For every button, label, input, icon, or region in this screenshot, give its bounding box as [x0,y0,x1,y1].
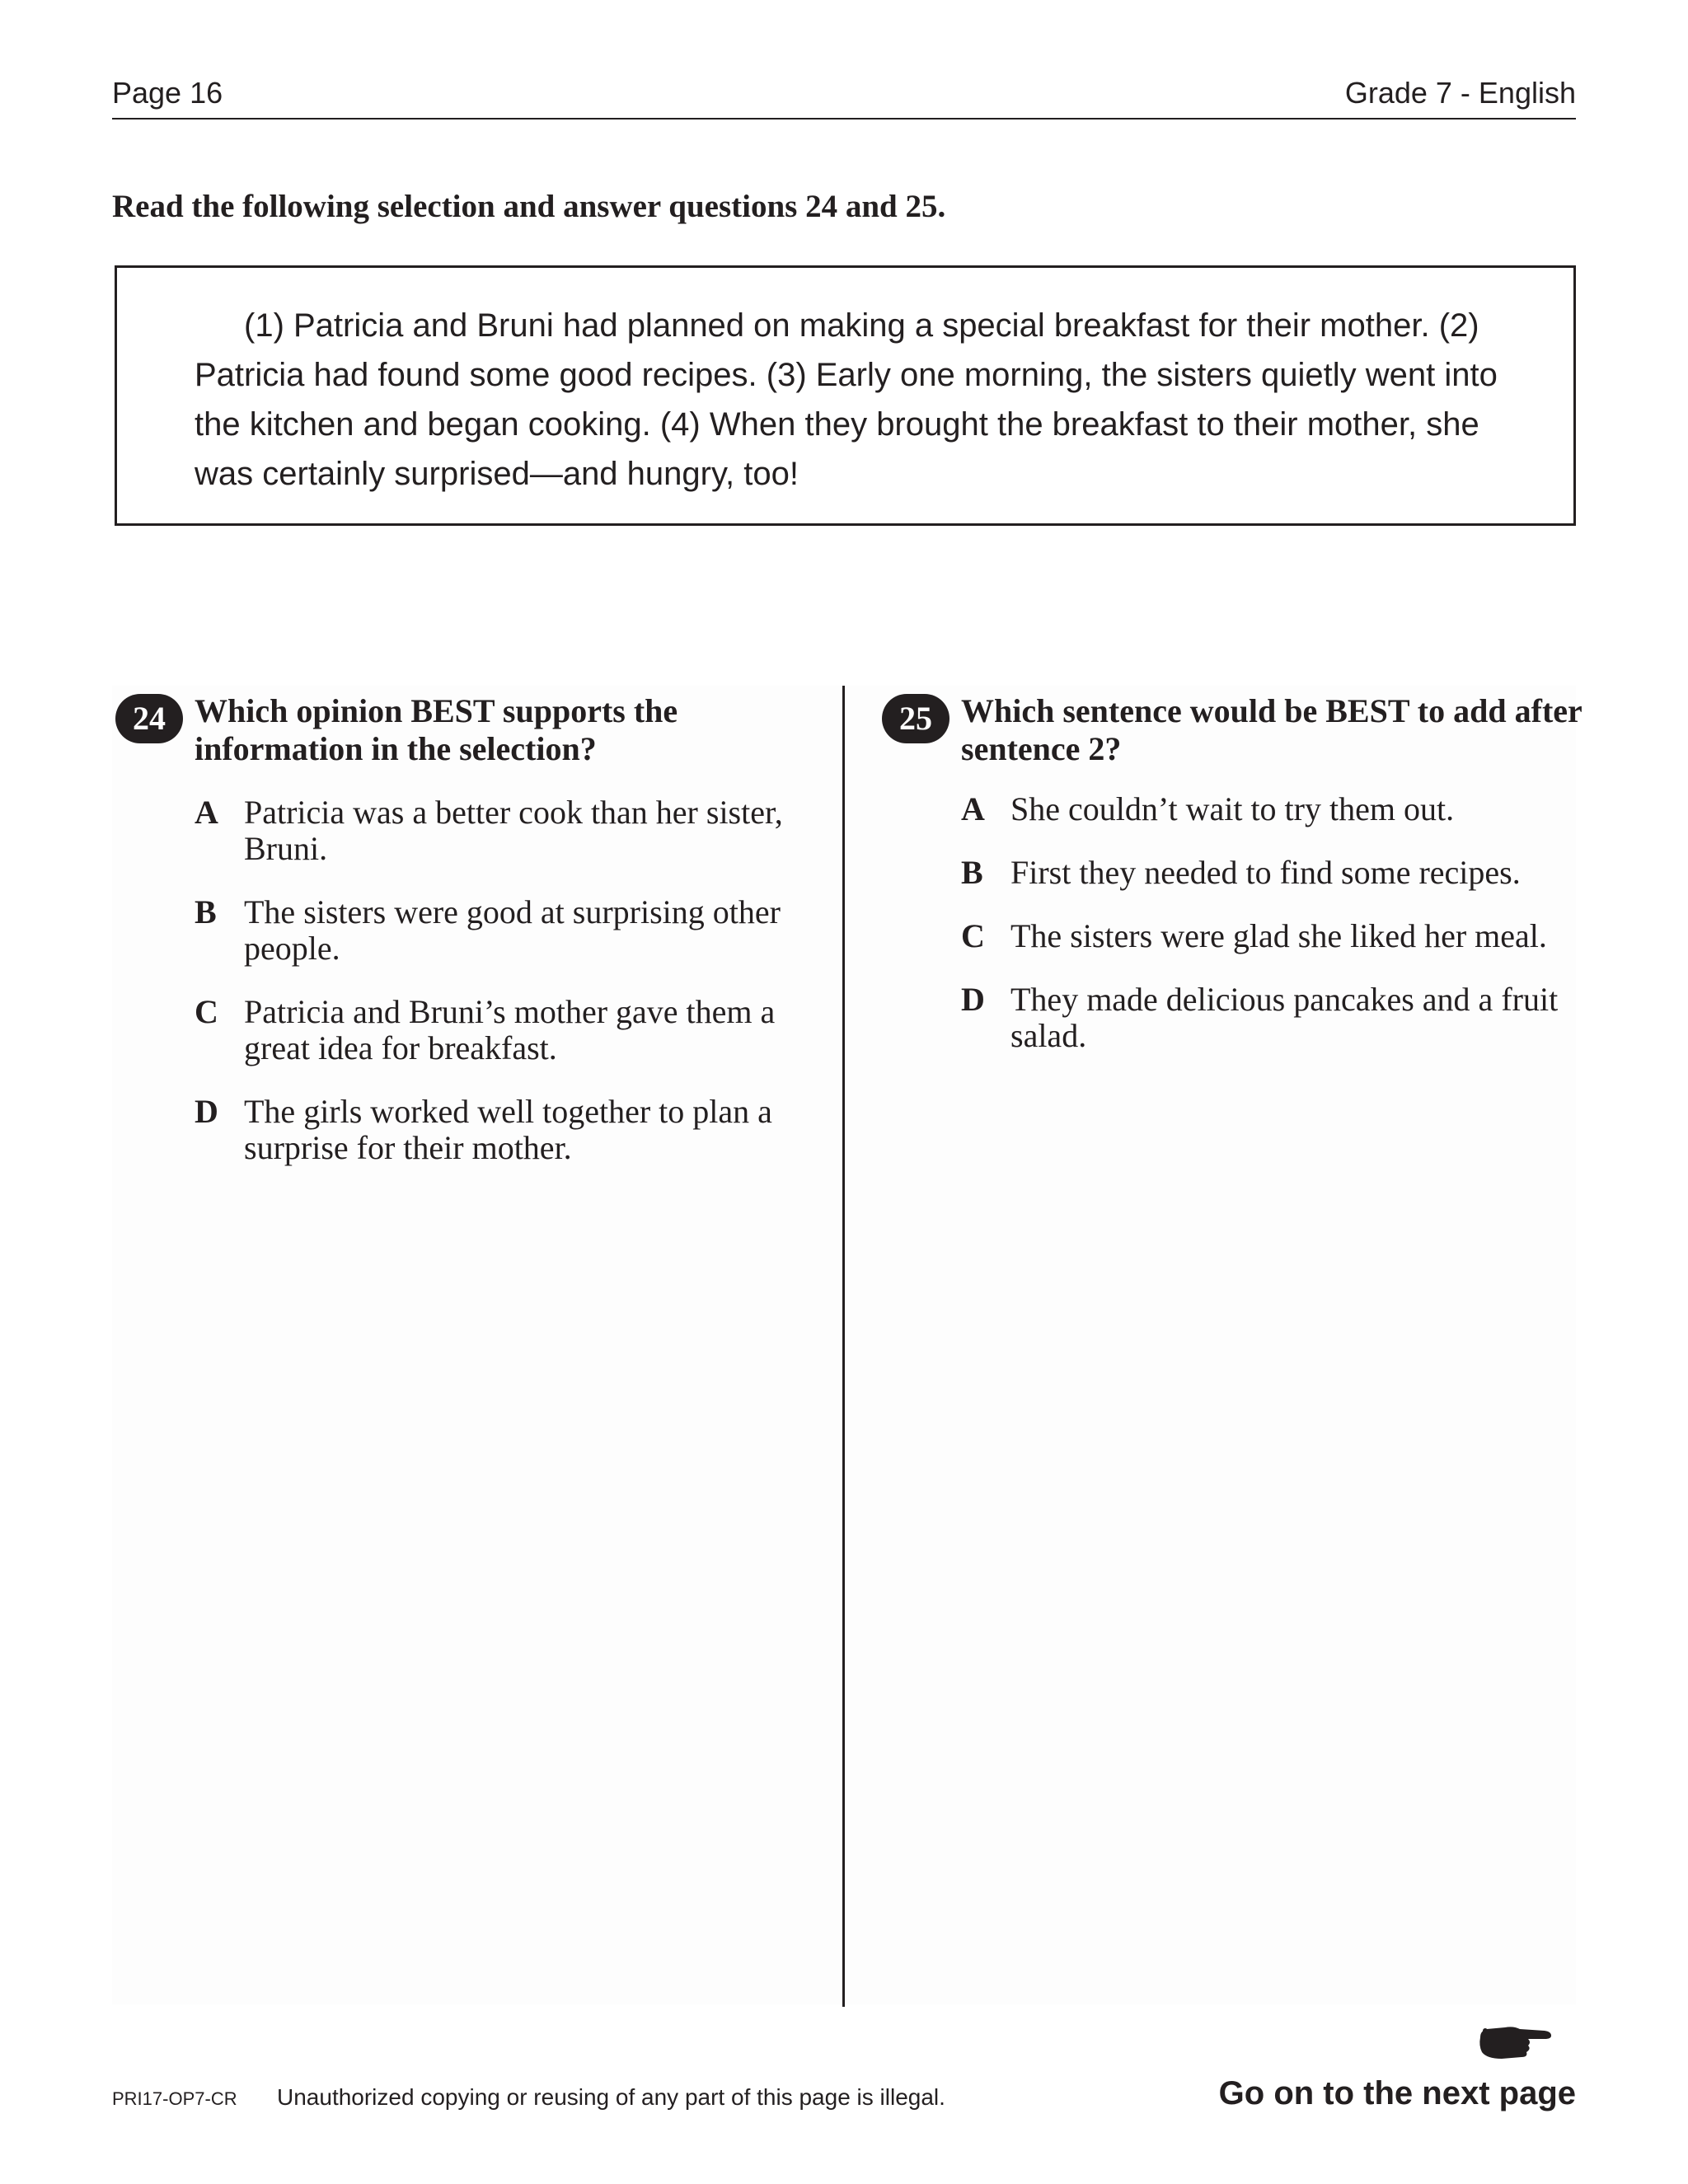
answer-option-d[interactable] [961,982,1587,1054]
pointing-hand-icon [1477,2021,1553,2062]
question-number-badge: 25 [882,694,950,743]
option-text: The girls worked well together to plan a surprise for their mother. [244,1093,772,1166]
option-letter: D [961,981,985,1018]
answer-option-c[interactable] [195,994,821,1066]
option-text: They made delicious pancakes and a fruit salad. [1010,981,1559,1054]
passage-text: (1) Patricia and Bruni had planned on making a special breakfast for their mother. (2) Patricia had found some good recipes. (3) Early one morning, the sisters quietly went into the kitchen and began cooking. (4) When they brought the breakfast to their mother, she was certainly surprised—and hungry, too! [195,307,1498,492]
option-text: The sisters were glad she liked her meal. [1010,917,1547,954]
question-number-badge: 24 [115,694,183,743]
header-rule [112,118,1576,120]
option-text: Patricia was a better cook than her sister, Bruni. [244,794,783,867]
grade-subject-label: Grade 7 - English [1344,76,1576,110]
question-stem: Which sentence would be BEST to add after sentence 2? [961,692,1582,767]
form-code: PRI17-OP7-CR [112,2088,237,2109]
option-text: Patricia and Bruni’s mother gave them a great idea for breakfast. [244,993,776,1066]
instruction-text: Read the following selection and answer questions 24 and 25. [112,189,946,224]
answer-option-d[interactable] [195,1094,821,1166]
go-on-next-page: Go on to the next page [1218,2075,1576,2111]
answer-option-a[interactable] [961,791,1587,827]
option-letter: A [195,794,218,831]
option-text: The sisters were good at surprising other people. [244,893,781,967]
answer-options [961,791,1587,1081]
copyright-notice: Unauthorized copying or reusing of any part of this page is illegal. [277,2084,945,2110]
answer-option-c[interactable] [961,918,1587,954]
question-stem: Which opinion BEST supports the information in the selection? [195,692,678,767]
column-divider [842,686,845,2007]
page-number: Page 16 [112,76,223,110]
option-letter: D [195,1093,218,1130]
answer-option-a[interactable] [195,794,821,867]
option-letter: B [961,854,983,891]
passage-box [115,265,1576,526]
answer-options [195,794,821,1193]
option-text: She couldn’t wait to try them out. [1010,790,1455,827]
option-letter: B [195,893,217,930]
option-text: First they needed to find some recipes. [1010,854,1521,891]
option-letter: A [961,790,985,827]
answer-option-b[interactable] [195,894,821,967]
option-letter: C [961,917,985,954]
option-letter: C [195,993,218,1030]
answer-option-b[interactable] [961,855,1587,891]
